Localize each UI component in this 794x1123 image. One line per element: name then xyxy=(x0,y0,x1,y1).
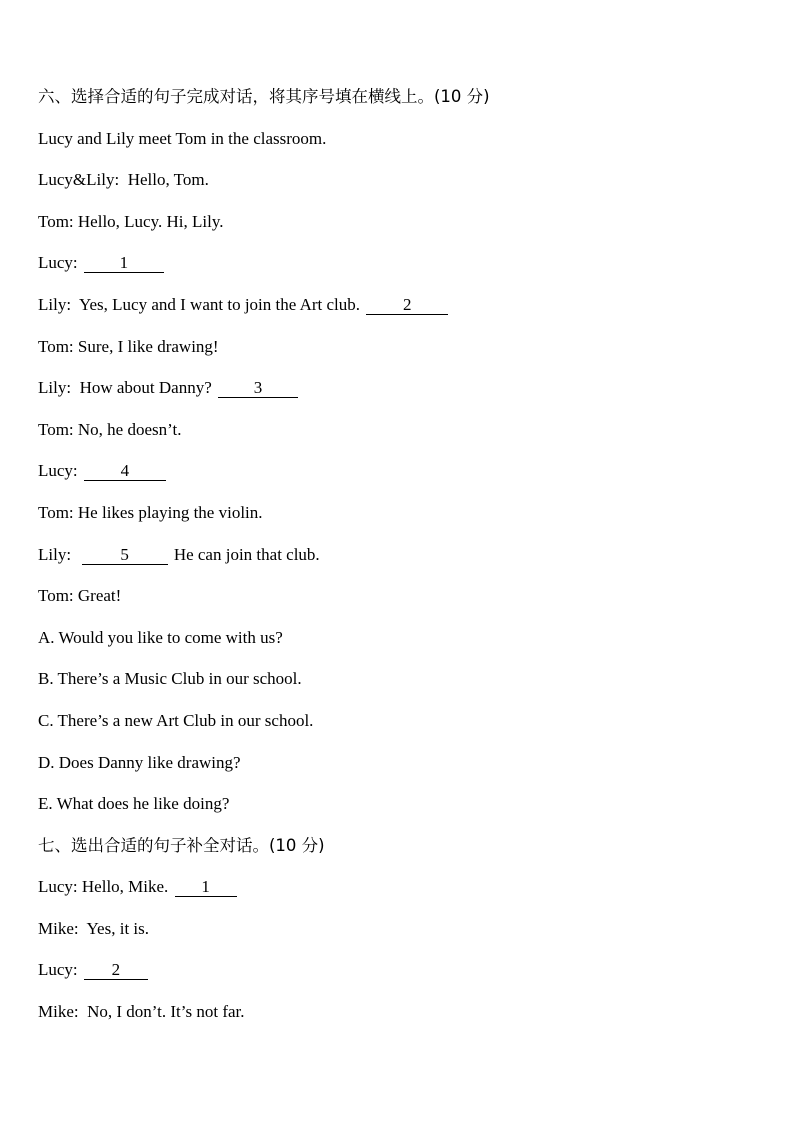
dialogue-line xyxy=(38,207,768,249)
answer-blank-3[interactable]: 3 xyxy=(218,379,298,398)
section-6-intro: Lucy and Lily meet Tom in the classroom. xyxy=(38,128,327,148)
dialogue-line xyxy=(38,415,768,457)
speaker: Lucy: xyxy=(38,461,78,481)
dialogue-line xyxy=(38,540,768,582)
answer-blank-5[interactable]: 5 xyxy=(82,546,168,565)
dialogue-text: He likes playing the violin. xyxy=(77,502,263,522)
option-c: C. There’s a new Art Club in our school. xyxy=(38,710,314,730)
speaker: Tom: xyxy=(38,211,74,231)
dialogue-text: How about Danny? xyxy=(79,378,212,398)
speaker: Tom: xyxy=(38,586,74,606)
dialogue-line xyxy=(38,498,768,540)
dialogue-text: No, he doesn’t. xyxy=(77,419,182,439)
dialogue-line xyxy=(38,872,768,914)
worksheet-page xyxy=(38,82,768,1039)
dialogue-line xyxy=(38,581,768,623)
option-b: B. There’s a Music Club in our school. xyxy=(38,669,302,689)
dialogue-line xyxy=(38,165,768,207)
option-e: E. What does he like doing? xyxy=(38,794,230,814)
speaker: Tom: xyxy=(38,419,74,439)
option-a: A. Would you like to come with us? xyxy=(38,627,283,647)
speaker: Lily: xyxy=(38,378,72,398)
dialogue-line xyxy=(38,373,768,415)
speaker: Lucy&Lily: xyxy=(38,170,120,190)
dialogue-line xyxy=(38,248,768,290)
dialogue-line xyxy=(38,955,768,997)
dialogue-text: Yes, it is. xyxy=(86,918,150,938)
dialogue-line xyxy=(38,914,768,956)
answer-blank-7-1[interactable]: 1 xyxy=(175,878,237,897)
speaker: Lucy: xyxy=(38,877,78,897)
speaker: Mike: xyxy=(38,918,79,938)
dialogue-text: Hello, Lucy. Hi, Lily. xyxy=(77,211,224,231)
dialogue-line xyxy=(38,290,768,332)
answer-blank-4[interactable]: 4 xyxy=(84,462,166,481)
dialogue-text: Hello, Tom. xyxy=(127,170,209,190)
dialogue-line xyxy=(38,332,768,374)
speaker: Mike: xyxy=(38,1002,79,1022)
dialogue-text: Sure, I like drawing! xyxy=(77,336,219,356)
dialogue-text: Great! xyxy=(77,586,122,606)
dialogue-text: No, I don’t. It’s not far. xyxy=(87,1002,245,1022)
dialogue-text: Yes, Lucy and I want to join the Art club. xyxy=(78,294,361,314)
speaker: Lily: xyxy=(38,294,72,314)
section-7-heading: 七、选出合适的句子补全对话。(10 分) xyxy=(38,835,325,855)
answer-blank-2[interactable]: 2 xyxy=(366,296,448,315)
dialogue-line xyxy=(38,997,768,1039)
answer-blank-7-2[interactable]: 2 xyxy=(84,961,148,980)
speaker: Tom: xyxy=(38,336,74,356)
section-6-heading: 六、选择合适的句子完成对话，将其序号填在横线上。(10 分) xyxy=(38,87,490,106)
speaker: Lucy: xyxy=(38,960,78,980)
dialogue-text: Hello, Mike. xyxy=(81,877,169,897)
option-d: D. Does Danny like drawing? xyxy=(38,752,241,772)
answer-blank-1[interactable]: 1 xyxy=(84,254,164,273)
speaker: Lucy: xyxy=(38,253,78,273)
dialogue-text: He can join that club. xyxy=(173,544,320,564)
dialogue-line xyxy=(38,456,768,498)
speaker: Lily: xyxy=(38,544,72,564)
speaker: Tom: xyxy=(38,502,74,522)
